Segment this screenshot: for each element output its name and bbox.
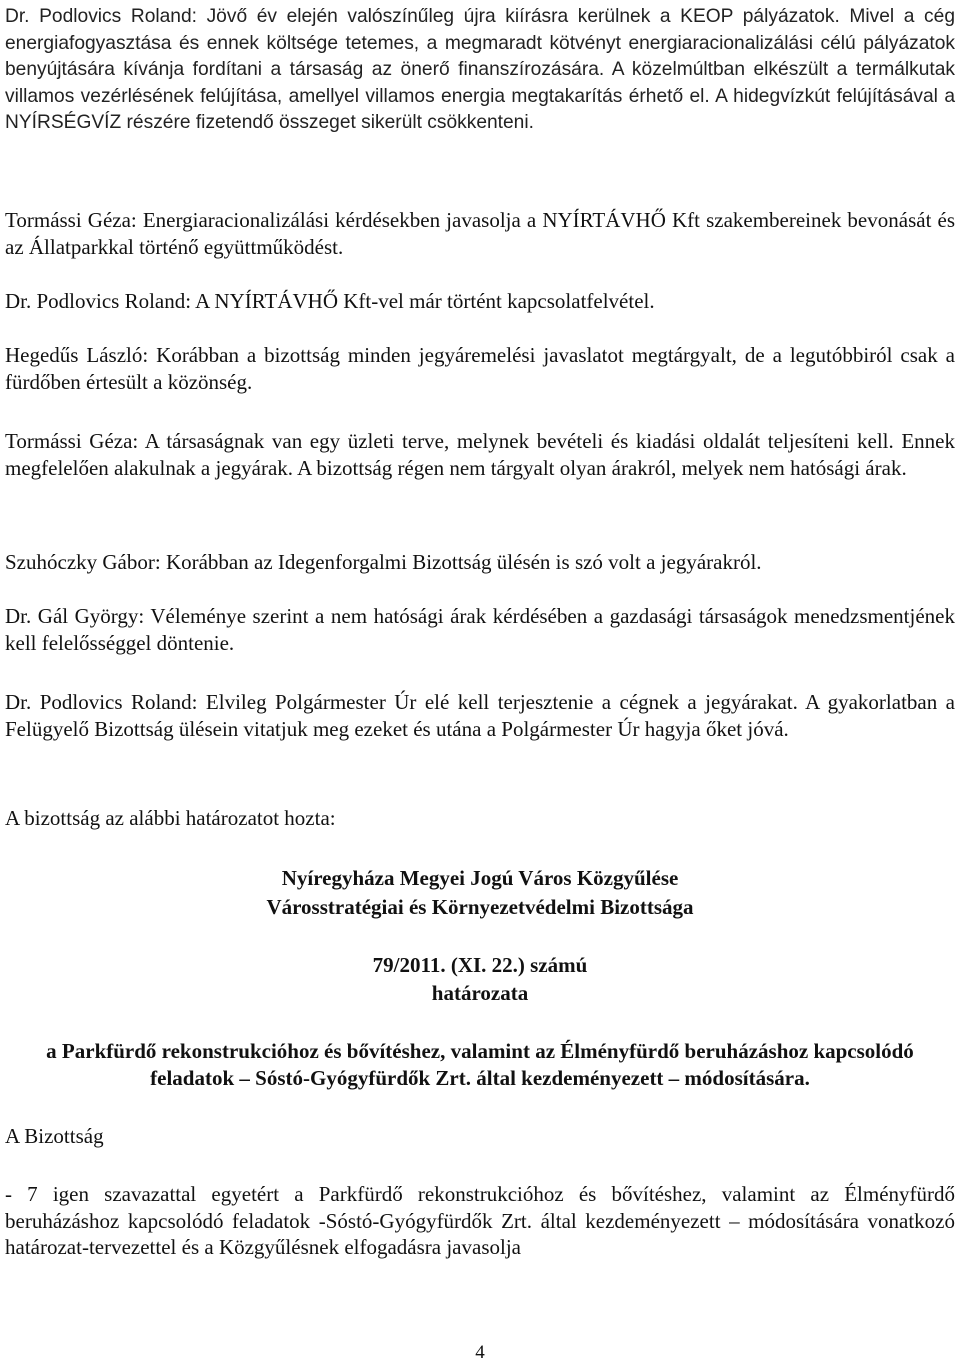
resolution-subject: a Parkfürdő rekonstrukcióhoz és bővítéshez, valamint az Élményfürdő beruházáshoz kapcsolódó feladatok – Sóstó-Gyógyfürdők Zrt. által kezdeményezett – módosítására. [46,1039,914,1090]
resolution-decision: - 7 igen szavazattal egyetért a Parkfürdő rekonstrukcióhoz és bővítéshez, valamint az Élményfürdő beruházáshoz kapcsolódó feladatok -Sóstó-Gyógyfürdők Zrt. által kezdeményezett – módosítására vonatkozó határozat-tervezettel és a Közgyűlésnek elfogadásra javasolja [5,1182,955,1259]
paragraph-szuhoczky: Szuhóczky Gábor: Korábban az Idegenforgalmi Bizottság ülésén is szó volt a jegyárakról. [5,550,762,574]
paragraph-tormassi-business-plan: Tormássi Géza: A társaságnak van egy üzleti terve, melynek bevételi és kiadási oldalát teljesíteni kell. Ennek megfelelően alakulnak a jegyárak. A bizottság régen nem tárgyalt olyan árakról, melyek nem hatósági árak. [5,429,955,480]
resolution-number: 79/2011. (XI. 22.) számú [372,953,588,977]
resolution-body-line1: Nyíregyháza Megyei Jogú Város Közgyűlése [281,866,679,890]
resolution-body-line2: Városstratégiai és Környezetvédelmi Bizottsága [266,895,694,919]
paragraph-gal: Dr. Gál György: Véleménye szerint a nem hatósági árak kérdésében a gazdasági társaságok menedzsmentjének kell felelősséggel döntenie. [5,604,955,655]
paragraph-hegedus: Hegedűs László: Korábban a bizottság minden jegyáremelési javaslatot megtárgyalt, de a legutóbbiról csak a fürdőben értesült a közönség. [5,343,955,394]
paragraph-tormassi-energy: Tormássi Géza: Energiaracionalizálási kérdésekben javasolja a NYÍRTÁVHŐ Kft szakembereinek bevonását és az Állatparkkal történő együttműködést. [5,208,955,259]
resolution-type: határozata [431,981,529,1005]
paragraph-resolution-intro: A bizottság az alábbi határozatot hozta: [5,806,336,830]
page-number: 4 [475,1342,485,1363]
paragraph-podlovics-keop: Dr. Podlovics Roland: Jövő év elején valószínűleg újra kiírásra kerülnek a KEOP pályázatok. Mivel a cég energiafogyasztása és ennek költsége tetemes, a megmaradt kötvényt energiaracionalizálási célú pályázatok benyújtására kívánja fordítani a társaság az önerő finanszírozására. A közelmúltban elkészült a termálkutak villamos vezérlésének felújítása, amellyel villamos energia megtakarítás érhető el. A hidegvízkút felújításával a NYÍRSÉGVÍZ részére fizetendő összeget sikerült csökkenteni. [5,6,955,133]
paragraph-podlovics-nyirtavho: Dr. Podlovics Roland: A NYÍRTÁVHŐ Kft-vel már történt kapcsolatfelvétel. [5,289,655,313]
committee-label: A Bizottság [5,1124,104,1148]
paragraph-podlovics-ticket-prices: Dr. Podlovics Roland: Elvileg Polgármester Úr elé kell terjesztenie a cégnek a jegyárakat. A gyakorlatban a Felügyelő Bizottság ülésein vitatjuk meg ezeket és utána a Polgármester Úr hagyja őket jóvá. [5,690,955,741]
